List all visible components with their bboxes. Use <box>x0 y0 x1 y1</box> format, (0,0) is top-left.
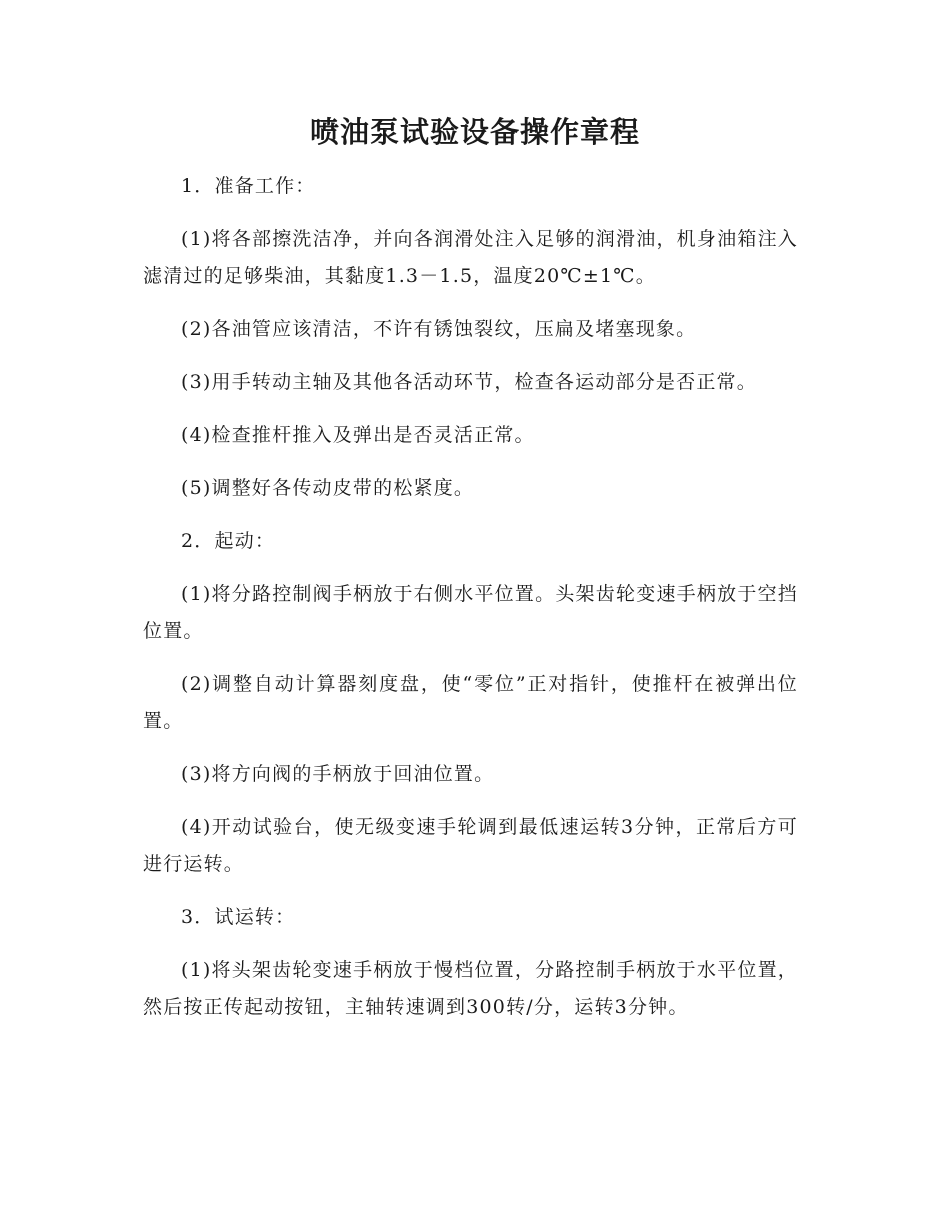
document-title: 喷油泵试验设备操作章程 <box>309 115 640 149</box>
paragraph: (2)调整自动计算器刻度盘，使“零位”正对指针，使推杆在被弹出位置。 <box>143 673 798 732</box>
paragraph: (1)将头架齿轮变速手柄放于慢档位置，分路控制手柄放于水平位置，然后按正传起动按钮，主轴转速调到300转/分，运转3分钟。 <box>143 959 798 1018</box>
paragraph: (2)各油管应该清洁，不许有锈蚀裂纹，压扁及堵塞现象。 <box>181 318 697 340</box>
paragraph: (5)调整好各传动皮带的松紧度。 <box>181 477 475 499</box>
paragraph: (4)开动试验台，使无级变速手轮调到最低速运转3分钟，正常后方可进行运转。 <box>143 816 798 875</box>
paragraph: (1)将分路控制阀手柄放于右侧水平位置。头架齿轮变速手柄放于空挡位置。 <box>143 583 798 642</box>
section-heading: 1．准备工作： <box>181 175 316 197</box>
paragraph: (3)将方向阀的手柄放于回油位置。 <box>181 763 495 785</box>
document-body <box>143 168 798 1026</box>
paragraph: (3)用手转动主轴及其他各活动环节，检查各运动部分是否正常。 <box>181 371 757 393</box>
section-heading: 3．试运转： <box>181 906 296 928</box>
paragraph: (1)将各部擦洗洁净，并向各润滑处注入足够的润滑油，机身油箱注入滤清过的足够柴油，其黏度1.3－1.5，温度20℃±1℃。 <box>143 228 798 287</box>
section-heading: 2．起动： <box>181 530 276 552</box>
paragraph: (4)检查推杆推入及弹出是否灵活正常。 <box>181 424 535 446</box>
